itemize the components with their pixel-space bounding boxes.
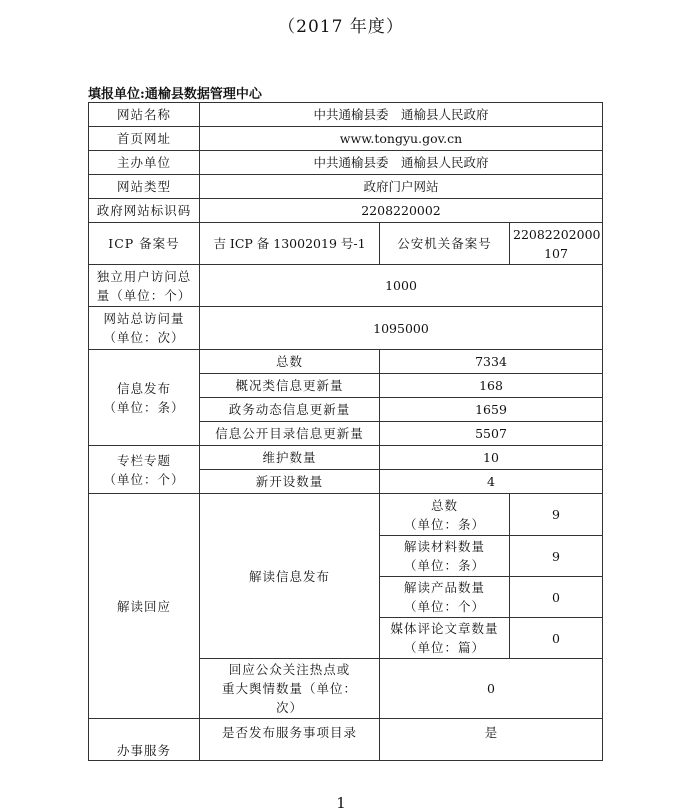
columns-new-label: 新开设数量 xyxy=(200,470,380,494)
interp-products-label xyxy=(380,577,510,618)
police-record-value-line1: 22082202000 xyxy=(513,226,601,242)
home-url-label: 首页网址 xyxy=(89,127,200,151)
interp-media-label xyxy=(380,618,510,659)
table-row xyxy=(89,307,603,350)
info-news-label: 政务动态信息更新量 xyxy=(200,398,380,422)
site-type-label: 网站类型 xyxy=(89,175,200,199)
total-visits-label xyxy=(89,307,200,350)
total-visits-label-line1: 网站总访问量 xyxy=(103,311,185,326)
interp-total-value: 9 xyxy=(510,494,603,536)
info-overview-label: 概况类信息更新量 xyxy=(200,374,380,398)
reporting-unit-value: 通榆县数据管理中心 xyxy=(144,87,262,102)
interp-total-label-line2: （单位：条） xyxy=(403,516,485,532)
columns-label xyxy=(89,446,200,494)
info-total-value: 7334 xyxy=(380,350,603,374)
site-code-label: 政府网站标识码 xyxy=(89,199,200,223)
police-record-value-line2: 107 xyxy=(544,245,568,261)
police-record-label: 公安机关备案号 xyxy=(380,223,510,265)
sponsor-value: 中共通榆县委 通榆县人民政府 xyxy=(200,151,603,175)
table-row xyxy=(89,265,603,307)
columns-new-value: 4 xyxy=(380,470,603,494)
site-code-value: 2208220002 xyxy=(200,199,603,223)
columns-maintained-value: 10 xyxy=(380,446,603,470)
interpretation-publish-label: 解读信息发布 xyxy=(200,494,380,659)
columns-label-line1: 专栏专题 xyxy=(116,452,171,468)
site-type-value: 政府门户网站 xyxy=(200,175,603,199)
table-row xyxy=(89,127,603,151)
total-visits-value: 1095000 xyxy=(200,307,603,350)
info-catalog-label: 信息公开目录信息更新量 xyxy=(200,422,380,446)
hotspot-response-label-line1: 回应公众关注热点或 xyxy=(228,662,351,677)
interp-media-value: 0 xyxy=(510,618,603,659)
hotspot-response-value: 0 xyxy=(380,659,603,719)
services-label: 办事服务 xyxy=(89,719,200,761)
hotspot-response-label-line2: 重大舆情数量（单位： xyxy=(221,681,357,696)
interp-media-label-line1: 媒体评论文章数量 xyxy=(390,621,499,636)
interp-materials-label-line1: 解读材料数量 xyxy=(403,539,485,554)
year-title: （2017 年度） xyxy=(278,17,404,37)
table-row xyxy=(89,494,603,536)
table-row xyxy=(89,199,603,223)
police-record-value xyxy=(510,223,603,265)
hotspot-response-label xyxy=(200,659,380,719)
table-row xyxy=(89,446,603,470)
home-url-value: www.tongyu.gov.cn xyxy=(200,127,603,151)
service-catalog-value: 是 xyxy=(380,719,603,761)
interp-materials-label-line2: （单位：条） xyxy=(403,558,485,573)
interp-products-label-line1: 解读产品数量 xyxy=(403,580,485,595)
website-report-table xyxy=(88,102,603,761)
hotspot-response-label-line3: 次） xyxy=(275,700,303,715)
page-number: 1 xyxy=(336,794,346,812)
site-name-label: 网站名称 xyxy=(89,103,200,127)
reporting-unit-label: 填报单位: xyxy=(88,87,145,102)
site-name-value: 中共通榆县委 通榆县人民政府 xyxy=(200,103,603,127)
table-row xyxy=(89,350,603,374)
table-row xyxy=(89,719,603,761)
info-total-label: 总数 xyxy=(200,350,380,374)
info-overview-value: 168 xyxy=(380,374,603,398)
icp-label: ICP 备案号 xyxy=(89,223,200,265)
info-publish-label xyxy=(89,350,200,446)
total-visits-label-line2: （单位：次） xyxy=(103,330,185,345)
reporting-unit xyxy=(88,83,262,102)
columns-maintained-label: 维护数量 xyxy=(200,446,380,470)
service-catalog-label: 是否发布服务事项目录 xyxy=(200,719,380,761)
table-row xyxy=(89,175,603,199)
icp-value: 吉 ICP 备 13002019 号-1 xyxy=(200,223,380,265)
interp-products-label-line2: （单位：个） xyxy=(403,599,485,614)
unique-visitors-label-line2: 量（单位：个） xyxy=(96,287,192,303)
interp-media-label-line2: （单位：篇） xyxy=(403,640,485,655)
table-row xyxy=(89,103,603,127)
table-row xyxy=(89,151,603,175)
interp-total-label xyxy=(380,494,510,536)
columns-label-line2: （单位：个） xyxy=(103,471,185,487)
sponsor-label: 主办单位 xyxy=(89,151,200,175)
interpretation-label: 解读回应 xyxy=(89,494,200,719)
info-publish-label-line2: （单位：条） xyxy=(103,399,185,415)
table-row xyxy=(89,223,603,265)
unique-visitors-label xyxy=(89,265,200,307)
unique-visitors-value: 1000 xyxy=(200,265,603,307)
interp-materials-value: 9 xyxy=(510,536,603,577)
info-catalog-value: 5507 xyxy=(380,422,603,446)
interp-total-label-line1: 总数 xyxy=(430,497,458,513)
unique-visitors-label-line1: 独立用户访问总 xyxy=(96,268,192,284)
info-publish-label-line1: 信息发布 xyxy=(116,380,171,396)
interp-materials-label xyxy=(380,536,510,577)
info-news-value: 1659 xyxy=(380,398,603,422)
interp-products-value: 0 xyxy=(510,577,603,618)
